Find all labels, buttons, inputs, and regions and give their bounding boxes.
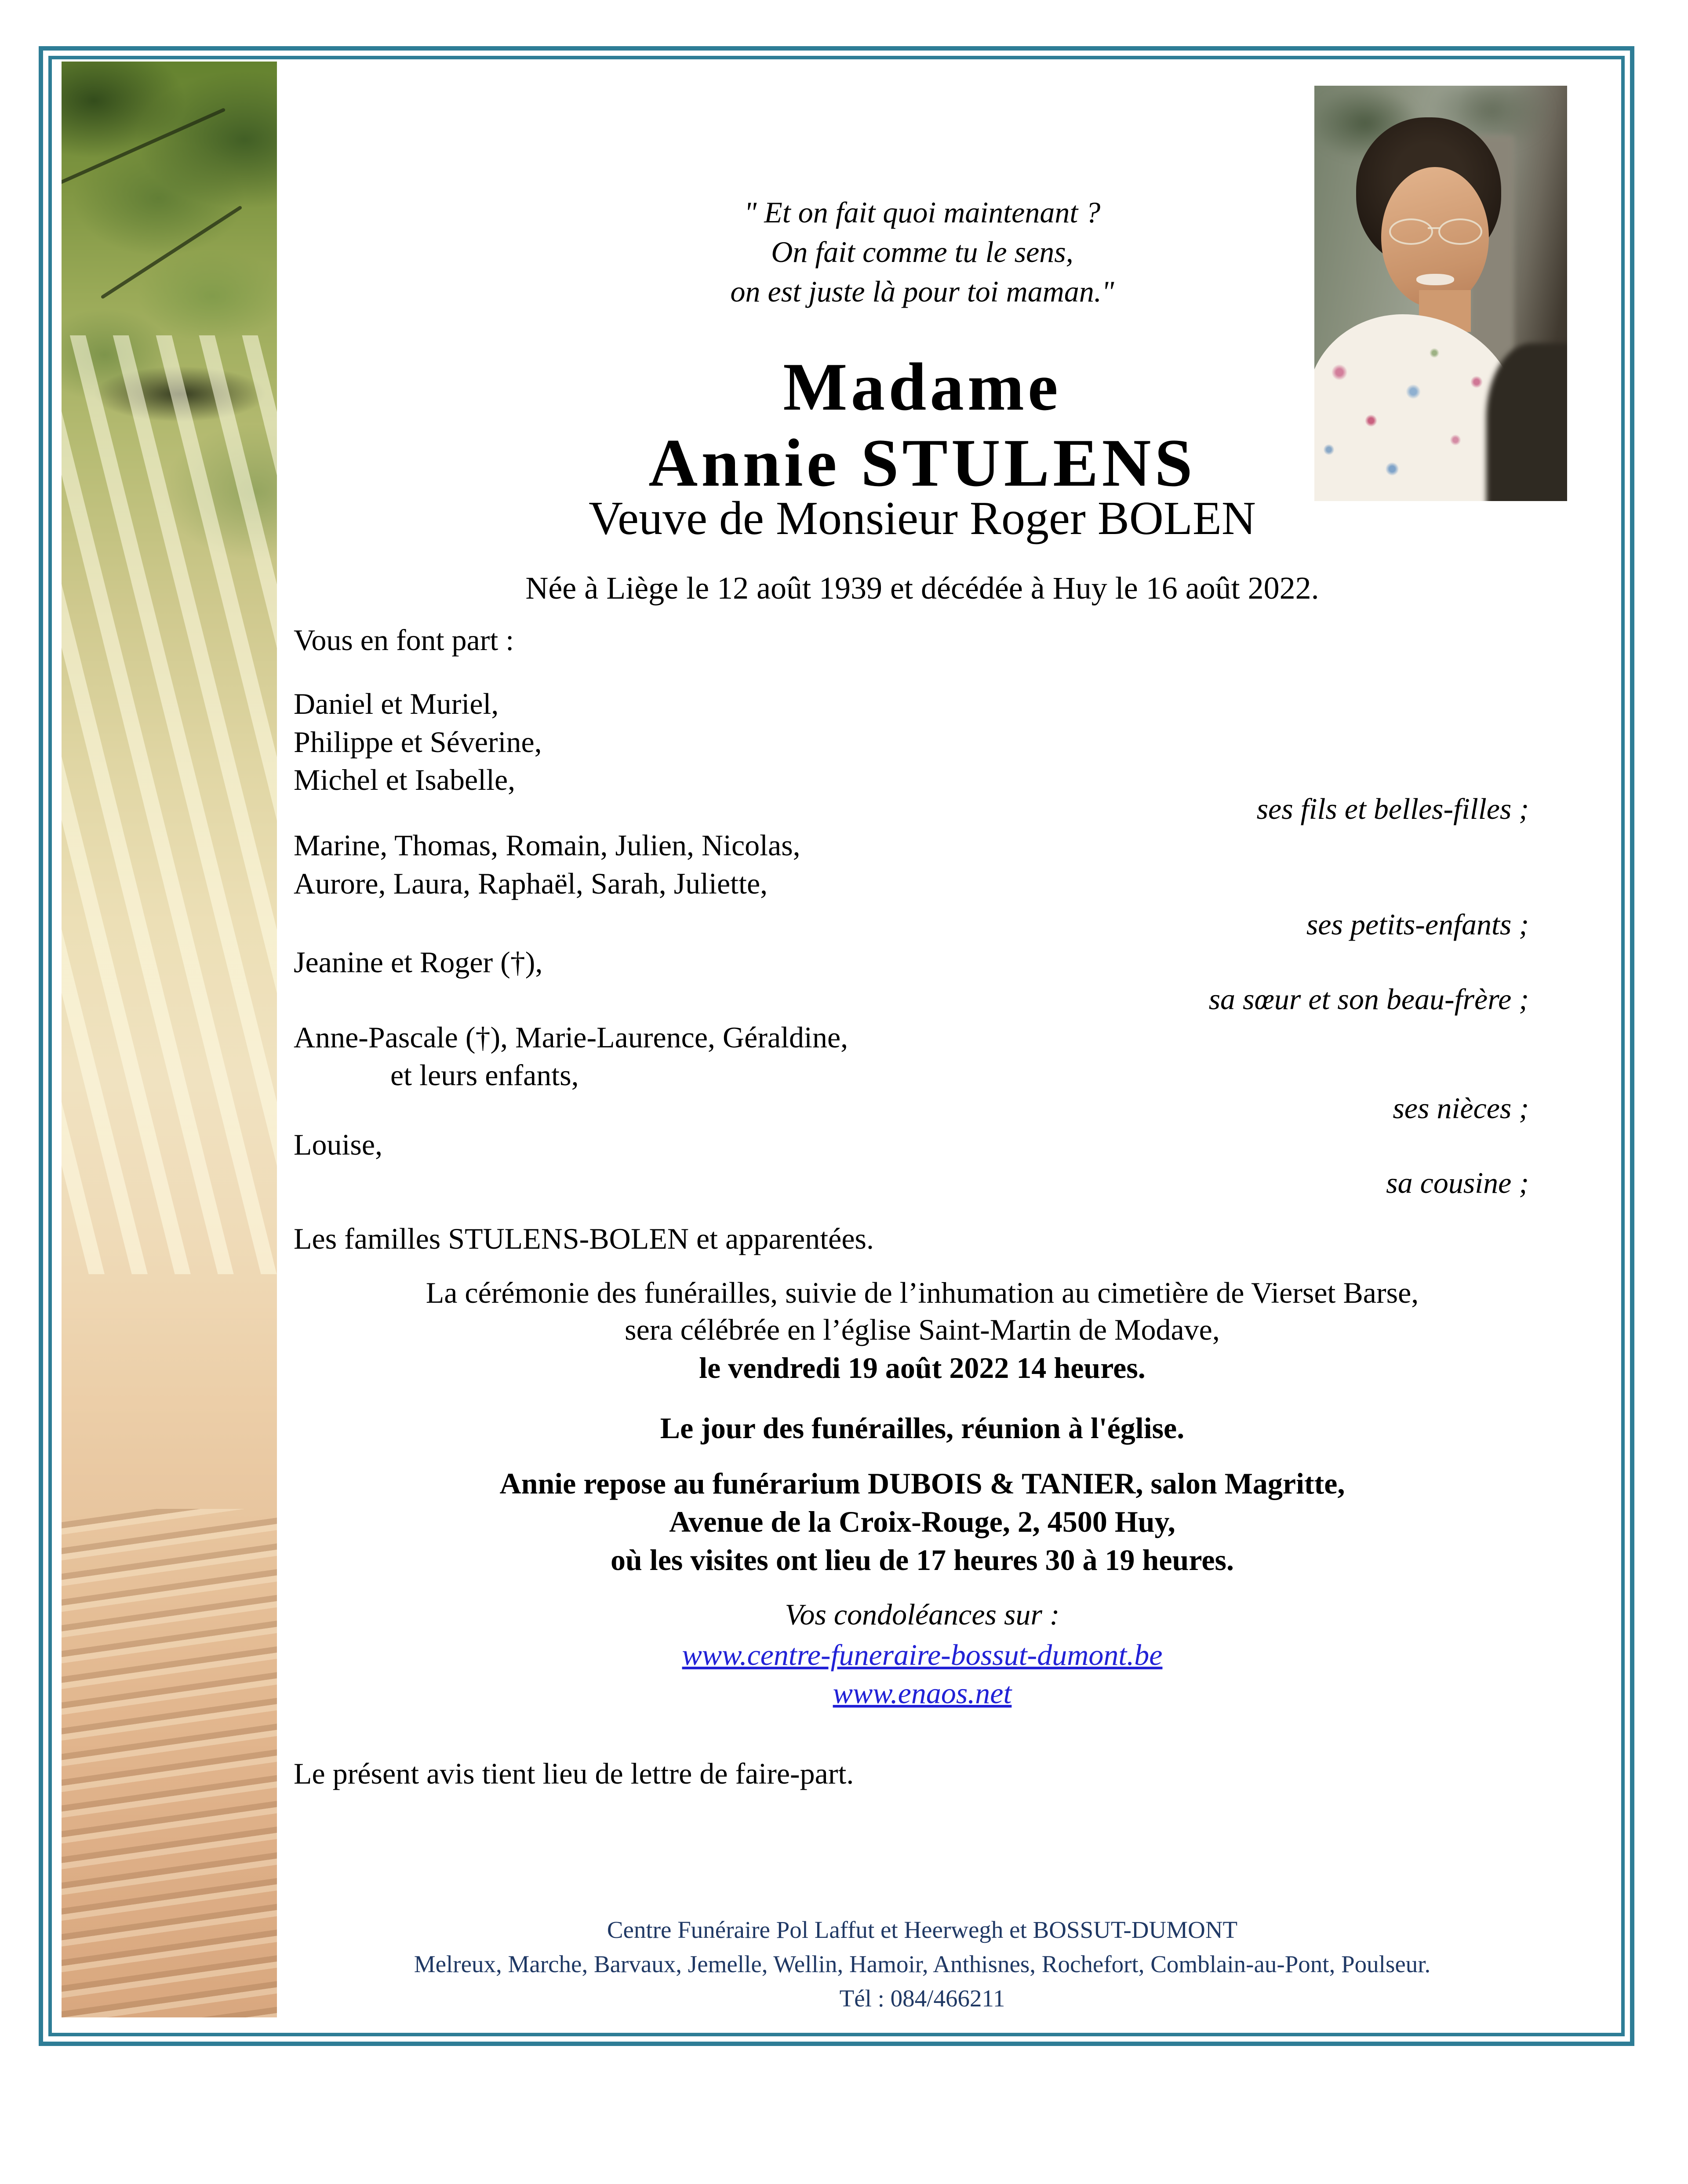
quote-line-1: " Et on fait quoi maintenant ? [744,196,1101,229]
family-sons-line-3: Michel et Isabelle, [294,763,516,796]
family-nieces-line-1: Anne-Pascale (†), Marie-Laurence, Géraldine, [294,1021,848,1054]
branch-shape [100,205,242,299]
ceremony-line-1: La cérémonie des funérailles, suivie de l’inhumation au cimetière de Vierset Barse, [426,1276,1419,1309]
quote-line-2: On fait comme tu le sens, [771,235,1073,269]
condolences-label: Vos condoléances sur : [785,1598,1060,1631]
reunion-line: Le jour des funérailles, réunion à l'église. [660,1411,1185,1445]
deceased-name: Annie STULENS [648,425,1196,501]
family-sister-line: Jeanine et Roger (†), [294,945,543,979]
funerarium-line-2: Avenue de la Croix-Rouge, 2, 4500 Huy, [669,1505,1175,1538]
condolence-link-2[interactable]: www.enaos.net [833,1676,1012,1710]
announcement-intro: Vous en font part : [294,623,514,657]
family-sons-line-2: Philippe et Séverine, [294,725,542,759]
page-title-madame: Madame [783,349,1062,425]
family-sons-line-1: Daniel et Muriel, [294,687,499,720]
branch-shape [62,108,226,186]
relation-grandchildren: ses petits-enfants ; [1306,908,1529,941]
footer-phone: Tél : 084/466211 [839,1985,1005,2012]
relation-sister: sa sœur et son beau-frère ; [1208,982,1529,1016]
family-grandchildren-line-2: Aurore, Laura, Raphaël, Sarah, Juliette, [294,867,768,900]
funerarium-line-3: où les visites ont lieu de 17 heures 30 à 19 heures. [611,1543,1234,1577]
condolence-link-wrap-2 [289,1674,1555,1712]
relation-sons: ses fils et belles-filles ; [1256,792,1529,825]
funerarium-line-1: Annie repose au funérarium DUBOIS & TANIER, salon Magritte, [499,1467,1345,1500]
condolence-link-1[interactable]: www.centre-funeraire-bossut-dumont.be [682,1638,1163,1672]
condolence-link-wrap-1 [289,1636,1555,1674]
footer-funeral-home: Centre Funéraire Pol Laffut et Heerwegh et BOSSUT-DUMONT [607,1916,1238,1943]
family-nieces-line-2: et leurs enfants, [390,1058,579,1092]
ceremony-datetime: le vendredi 19 août 2022 14 heures. [699,1351,1146,1385]
notice-line: Le présent avis tient lieu de lettre de faire-part. [294,1757,854,1790]
content-column [289,0,1555,2184]
quote-line-3: on est juste là pour toi maman." [730,275,1114,308]
relation-cousin: sa cousine ; [1386,1166,1529,1199]
forest-path-photo [62,62,277,2017]
family-cousin-line: Louise, [294,1128,383,1161]
footer-locations: Melreux, Marche, Barvaux, Jemelle, Wellin, Hamoir, Anthisnes, Rochefort, Comblain-au-Pont, Poulseur. [414,1951,1431,1977]
birth-death-line: Née à Liège le 12 août 1939 et décédée à Huy le 16 août 2022. [525,571,1319,606]
relation-nieces: ses nièces ; [1393,1091,1529,1125]
widow-subtitle: Veuve de Monsieur Roger BOLEN [589,492,1256,545]
family-grandchildren-line-1: Marine, Thomas, Romain, Julien, Nicolas, [294,829,800,862]
families-line: Les familles STULENS-BOLEN et apparentées. [294,1222,874,1255]
ceremony-line-2: sera célébrée en l’église Saint-Martin de Modave, [625,1313,1220,1346]
